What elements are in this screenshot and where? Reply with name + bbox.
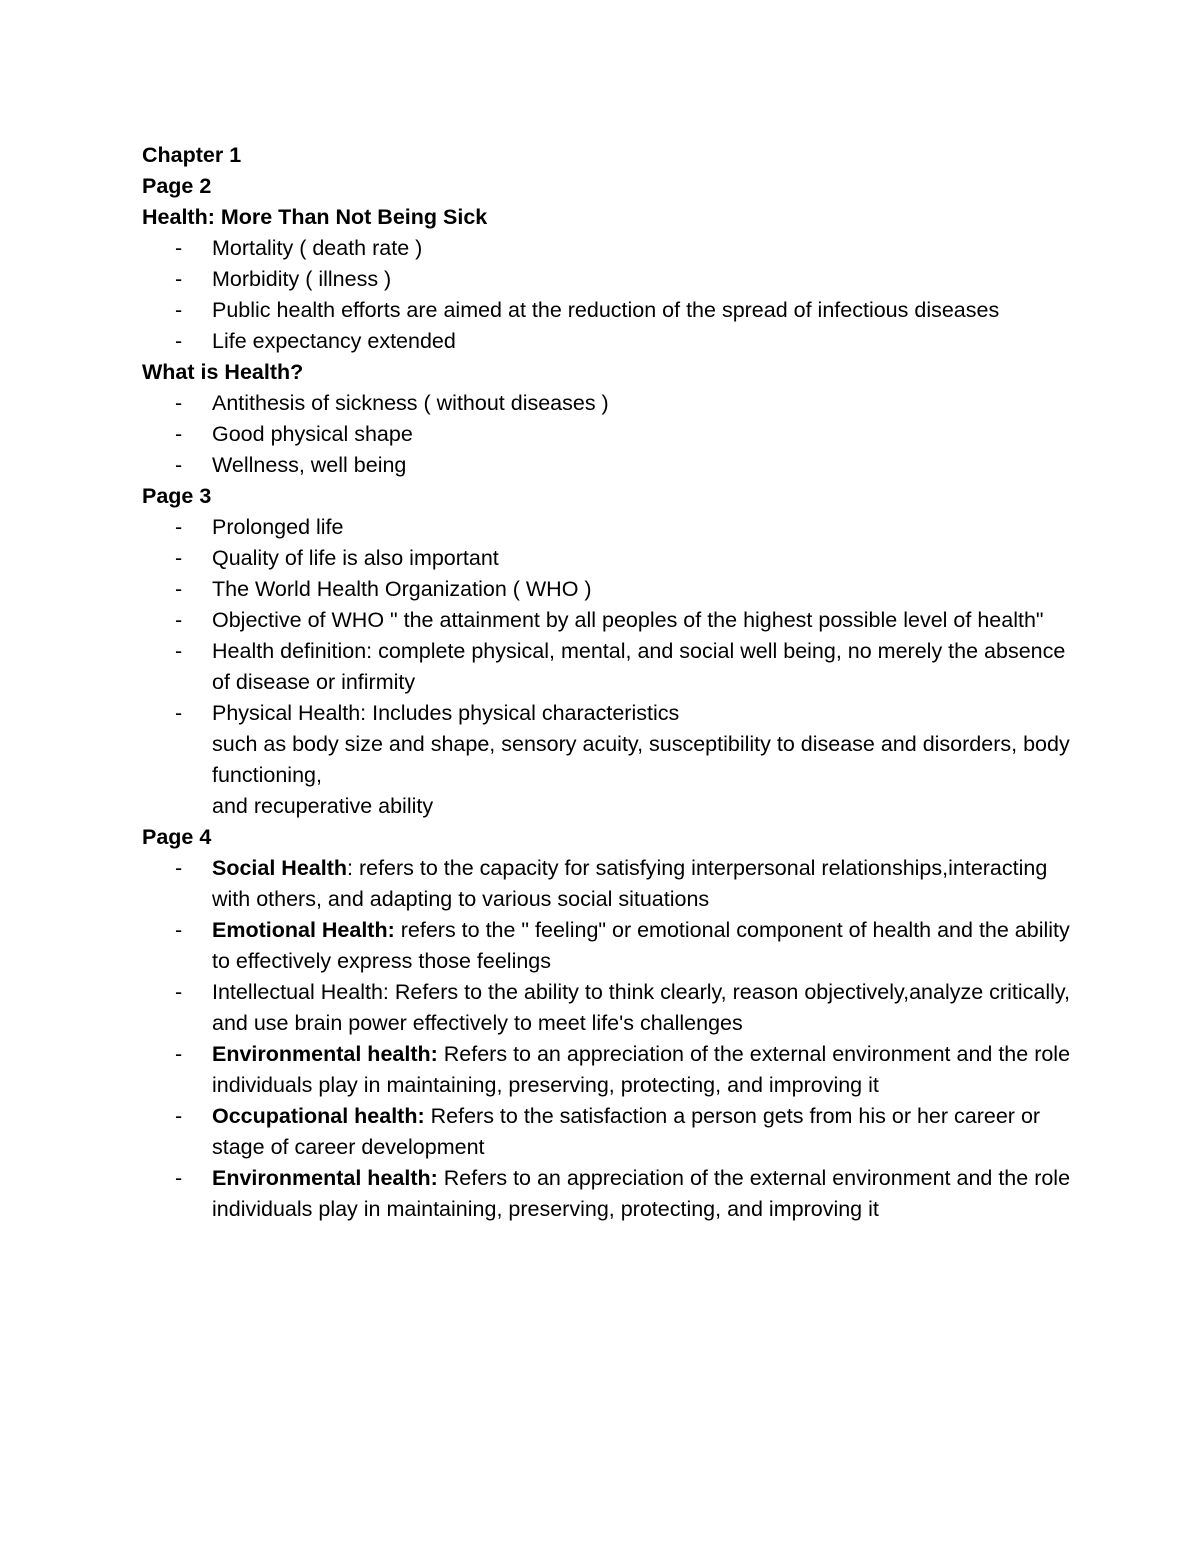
list-item: - Life expectancy extended — [142, 326, 1072, 357]
list-item-physical-health: - Physical Health: Includes physical characteristics such as body size and shape, sensory acuity, susceptibility to disease and disorders, body functioning, and recuperative ability — [142, 698, 1072, 822]
section-health-list — [142, 233, 1072, 357]
list-item: - Wellness, well being — [142, 450, 1072, 481]
list-item-environmental-health-repeat: - Environmental health: Refers to an appreciation of the external environment and the role individuals play in maintaining, preserving, protecting, and improving it — [142, 1163, 1072, 1225]
dash-bullet: - — [175, 298, 183, 322]
list-item: - Antithesis of sickness ( without diseases ) — [142, 388, 1072, 419]
list-item-environmental-health: - Environmental health: Refers to an appreciation of the external environment and the role individuals play in maintaining, preserving, protecting, and improving it — [142, 1039, 1072, 1101]
list-item: - Objective of WHO " the attainment by all peoples of the highest possible level of health" — [142, 605, 1072, 636]
list-item-occupational-health: - Occupational health: Refers to the satisfaction a person gets from his or her career or stage of career development — [142, 1101, 1072, 1163]
list-item: - Public health efforts are aimed at the reduction of the spread of infectious diseases — [142, 295, 1072, 326]
dash-bullet: - — [175, 515, 183, 539]
dash-bullet: - — [175, 422, 183, 446]
list-item: - Quality of life is also important — [142, 543, 1072, 574]
dash-bullet: - — [175, 546, 183, 570]
list-item: - Good physical shape — [142, 419, 1072, 450]
list-item: - Mortality ( death rate ) — [142, 233, 1072, 264]
dash-bullet: - — [175, 1104, 183, 1128]
section-what-is-health-heading: What is Health? — [142, 360, 304, 384]
dash-bullet: - — [175, 608, 183, 632]
dash-bullet: - — [175, 391, 183, 415]
dash-bullet: - — [175, 918, 183, 942]
page-3-list — [142, 512, 1072, 822]
dash-bullet: - — [175, 236, 183, 260]
section-what-is-health-list — [142, 388, 1072, 481]
list-item: - Prolonged life — [142, 512, 1072, 543]
dash-bullet: - — [175, 577, 183, 601]
dash-bullet: - — [175, 329, 183, 353]
dash-bullet: - — [175, 1166, 183, 1190]
list-item-social-health: - Social Health: refers to the capacity for satisfying interpersonal relationships,interacting with others, and adapting to various social situations — [142, 853, 1072, 915]
dash-bullet: - — [175, 1042, 183, 1066]
list-item-emotional-health: - Emotional Health: refers to the " feeling" or emotional component of health and the ability to effectively express those feelings — [142, 915, 1072, 977]
dash-bullet: - — [175, 980, 183, 1004]
list-item: - The World Health Organization ( WHO ) — [142, 574, 1072, 605]
list-item: - Health definition: complete physical, mental, and social well being, no merely the absence of disease or infirmity — [142, 636, 1072, 698]
dash-bullet: - — [175, 639, 183, 663]
list-item-intellectual-health: - Intellectual Health: Refers to the ability to think clearly, reason objectively,analyze critically, and use brain power effectively to meet life's challenges — [142, 977, 1072, 1039]
dash-bullet: - — [175, 453, 183, 477]
dash-bullet: - — [175, 856, 183, 880]
page-3-heading: Page 3 — [142, 484, 212, 508]
page-4-list — [142, 853, 1072, 1225]
dash-bullet: - — [175, 701, 183, 725]
page-4-heading: Page 4 — [142, 825, 212, 849]
chapter-heading: Chapter 1 — [142, 143, 242, 167]
page-2-heading: Page 2 — [142, 174, 212, 198]
document-page — [142, 140, 1072, 1225]
list-item: - Morbidity ( illness ) — [142, 264, 1072, 295]
section-health-heading: Health: More Than Not Being Sick — [142, 205, 488, 229]
dash-bullet: - — [175, 267, 183, 291]
